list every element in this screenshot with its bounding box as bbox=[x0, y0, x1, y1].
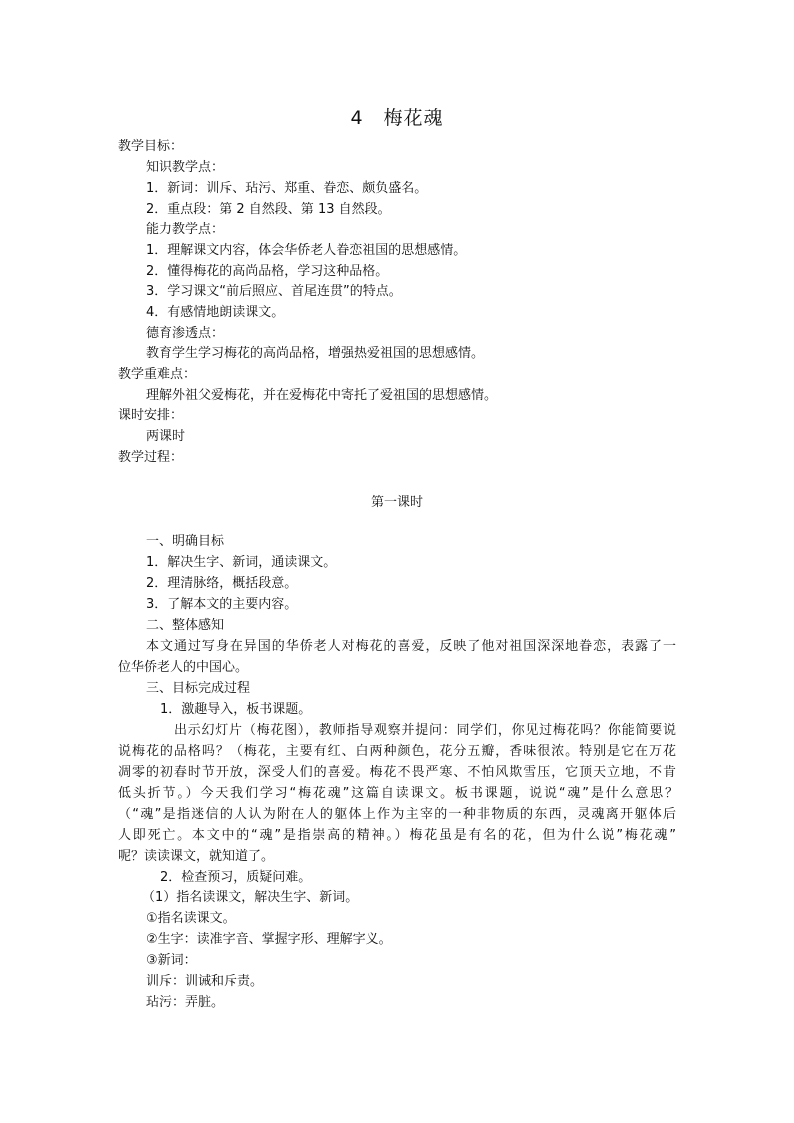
section3-paragraph-line-2: 说梅花的品格吗？（梅花，主要有红、白两种颜色，花分五瓣，香味很浓。特别是它在万花 bbox=[118, 744, 676, 759]
section3-paragraph-line-7: 呢？读读课文，就知道了。 bbox=[118, 849, 275, 864]
ability-item-2: 2．懂得梅花的高尚品格，学习这种品格。 bbox=[146, 264, 389, 279]
knowledge-item-1: 1．新词：训斥、玷污、郑重、眷恋、颇负盛名。 bbox=[146, 181, 428, 196]
schedule-item-1: 两课时 bbox=[146, 429, 186, 444]
section3-paragraph-line-5: （“魂”是指迷信的人认为附在人的躯体上作为主宰的一种非物质的东西，灵魂离开躯体后 bbox=[118, 807, 676, 822]
section3-item-2: 2．检查预习，质疑问难。 bbox=[160, 870, 312, 885]
section3-subitem-c: ③新词： bbox=[146, 953, 197, 968]
section1-item-3: 3．了解本文的主要内容。 bbox=[146, 597, 298, 612]
lesson1-title: 第一课时 bbox=[370, 495, 423, 510]
ability-item-1: 1．理解课文内容，体会华侨老人眷恋祖国的思想感情。 bbox=[146, 243, 467, 258]
knowledge-item-2: 2．重点段：第 2 自然段、第 13 自然段。 bbox=[146, 202, 391, 217]
section3-subitem-a: ①指名读课文。 bbox=[146, 911, 236, 926]
section1-item-1: 1．解决生字、新词，通读课文。 bbox=[146, 555, 337, 570]
section1-heading: 一、明确目标 bbox=[146, 534, 225, 549]
key-points-label: 教学重难点： bbox=[118, 367, 197, 382]
section3-paragraph-line-4: 低头折节。）今天我们学习“梅花魂”这篇自读课文。板书课题，说说“魂”是什么意思？ bbox=[118, 786, 678, 801]
process-label: 教学过程： bbox=[118, 450, 184, 465]
ability-label: 能力教学点： bbox=[146, 222, 225, 237]
section2-paragraph-line-2: 位华侨老人的中国心。 bbox=[118, 660, 249, 675]
new-word-2: 玷污：弄脏。 bbox=[146, 995, 225, 1010]
section2-paragraph-line-1: 本文通过写身在异国的华侨老人对梅花的喜爱，反映了他对祖国深深地眷恋，表露了一 bbox=[146, 639, 676, 654]
ability-item-3: 3．学习课文“前后照应、首尾连贯”的特点。 bbox=[146, 284, 402, 299]
section3-item-1: 1．激趣导入，板书课题。 bbox=[160, 702, 312, 717]
section2-heading: 二、整体感知 bbox=[146, 618, 225, 633]
moral-label: 德育渗透点： bbox=[146, 326, 225, 341]
page-title: 4 梅花魂 bbox=[350, 107, 444, 129]
key-points-item-1: 理解外祖父爱梅花，并在爱梅花中寄托了爱祖国的思想感情。 bbox=[146, 388, 498, 403]
new-word-1: 训斥：训诫和斥责。 bbox=[146, 974, 264, 989]
section3-paragraph-line-6: 人即死亡。本文中的“魂”是指崇高的精神。）梅花虽是有名的花，但为什么说”梅花魂” bbox=[118, 828, 676, 843]
knowledge-label: 知识教学点： bbox=[146, 160, 225, 175]
section3-paragraph-line-3: 凋零的初春时节开放，深受人们的喜爱。梅花不畏严寒、不怕风欺雪压，它顶天立地，不肯 bbox=[118, 765, 676, 780]
moral-item-1: 教育学生学习梅花的高尚品格，增强热爱祖国的思想感情。 bbox=[146, 346, 485, 361]
schedule-label: 课时安排： bbox=[118, 408, 184, 423]
ability-item-4: 4．有感情地朗读课文。 bbox=[146, 305, 285, 320]
section3-subitem-b: ②生字：读准字音、掌握字形、理解字义。 bbox=[146, 932, 392, 947]
section3-subitem-1: （1）指名读课文，解决生字、新词。 bbox=[142, 890, 359, 905]
section1-item-2: 2．理清脉络，概括段意。 bbox=[146, 576, 298, 591]
section3-paragraph-line-1: 出示幻灯片（梅花图），教师指导观察并提问：同学们，你见过梅花吗？你能简要说 bbox=[174, 723, 676, 738]
teaching-goals-label: 教学目标： bbox=[118, 139, 184, 154]
section3-heading: 三、目标完成过程 bbox=[146, 681, 251, 696]
